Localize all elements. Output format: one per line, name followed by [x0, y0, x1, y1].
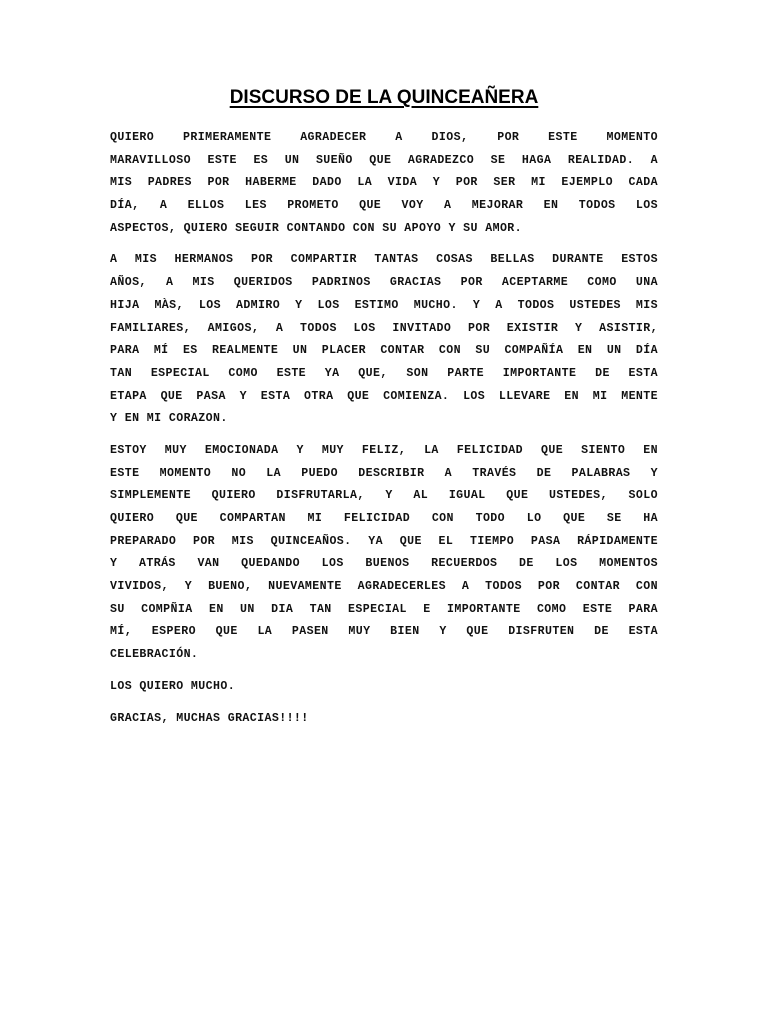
text-line: PARA MÍ ES REALMENTE UN PLACER CONTAR CON SU COMPAÑÍA EN UN DÍA — [110, 344, 658, 358]
text-line: SIMPLEMENTE QUIERO DISFRUTARLA, Y AL IGUAL QUE USTEDES, SOLO — [110, 489, 658, 503]
text-line: A MIS HERMANOS POR COMPARTIR TANTAS COSAS BELLAS DURANTE ESTOS — [110, 253, 658, 267]
text-line: ETAPA QUE PASA Y ESTA OTRA QUE COMIENZA. LOS LLEVARE EN MI MENTE — [110, 389, 658, 403]
text-line: PREPARADO POR MIS QUINCEAÑOS. YA QUE EL TIEMPO PASA RÁPIDAMENTE — [110, 534, 658, 548]
paragraph-2 — [110, 249, 658, 431]
text-line: LOS QUIERO MUCHO. — [110, 679, 236, 693]
document-title — [0, 87, 768, 109]
text-line: AÑOS, A MIS QUERIDOS PADRINOS GRACIAS POR ACEPTARME COMO UNA — [110, 276, 658, 290]
text-line: Y EN MI CORAZON. — [110, 412, 228, 426]
text-line: TAN ESPECIAL COMO ESTE YA QUE, SON PARTE IMPORTANTE DE ESTA — [110, 366, 658, 380]
document-body — [110, 127, 658, 739]
text-line: ASPECTOS, QUIERO SEGUIR CONTANDO CON SU APOYO Y SU AMOR. — [110, 221, 523, 235]
text-line: Y ATRÁS VAN QUEDANDO LOS BUENOS RECUERDOS DE LOS MOMENTOS — [110, 557, 658, 571]
text-line: ESTE MOMENTO NO LA PUEDO DESCRIBIR A TRAVÉS DE PALABRAS Y — [110, 466, 658, 480]
text-line: FAMILIARES, AMIGOS, A TODOS LOS INVITADO POR EXISTIR Y ASISTIR, — [110, 321, 658, 335]
text-line: SU COMPÑIA EN UN DIA TAN ESPECIAL E IMPORTANTE COMO ESTE PARA — [110, 602, 658, 616]
text-line: VIVIDOS, Y BUENO, NUEVAMENTE AGRADECERLES A TODOS POR CONTAR CON — [110, 580, 658, 594]
text-line: CELEBRACIÓN. — [110, 648, 199, 662]
paragraph-1 — [110, 127, 658, 240]
text-line: MARAVILLOSO ESTE ES UN SUEÑO QUE AGRADEZCO SE HAGA REALIDAD. A — [110, 153, 658, 167]
document-title-text: DISCURSO DE LA QUINCEAÑERA — [229, 87, 539, 108]
text-line: GRACIAS, MUCHAS GRACIAS!!!! — [110, 711, 309, 725]
text-line: MÍ, ESPERO QUE LA PASEN MUY BIEN Y QUE DISFRUTEN DE ESTA — [110, 625, 658, 639]
text-line: DÍA, A ELLOS LES PROMETO QUE VOY A MEJORAR EN TODOS LOS — [110, 199, 658, 213]
text-line: ESTOY MUY EMOCIONADA Y MUY FELIZ, LA FELICIDAD QUE SIENTO EN — [110, 443, 658, 457]
text-line: QUIERO PRIMERAMENTE AGRADECER A DIOS, POR ESTE MOMENTO — [110, 131, 658, 144]
text-line: MIS PADRES POR HABERME DADO LA VIDA Y POR SER MI EJEMPLO CADA — [110, 176, 658, 190]
paragraph-5 — [110, 708, 658, 731]
paragraph-3 — [110, 440, 658, 667]
text-line: QUIERO QUE COMPARTAN MI FELICIDAD CON TODO LO QUE SE HA — [110, 512, 658, 525]
paragraph-4 — [110, 676, 658, 699]
text-line: HIJA MÀS, LOS ADMIRO Y LOS ESTIMO MUCHO. Y A TODOS USTEDES MIS — [110, 298, 658, 312]
